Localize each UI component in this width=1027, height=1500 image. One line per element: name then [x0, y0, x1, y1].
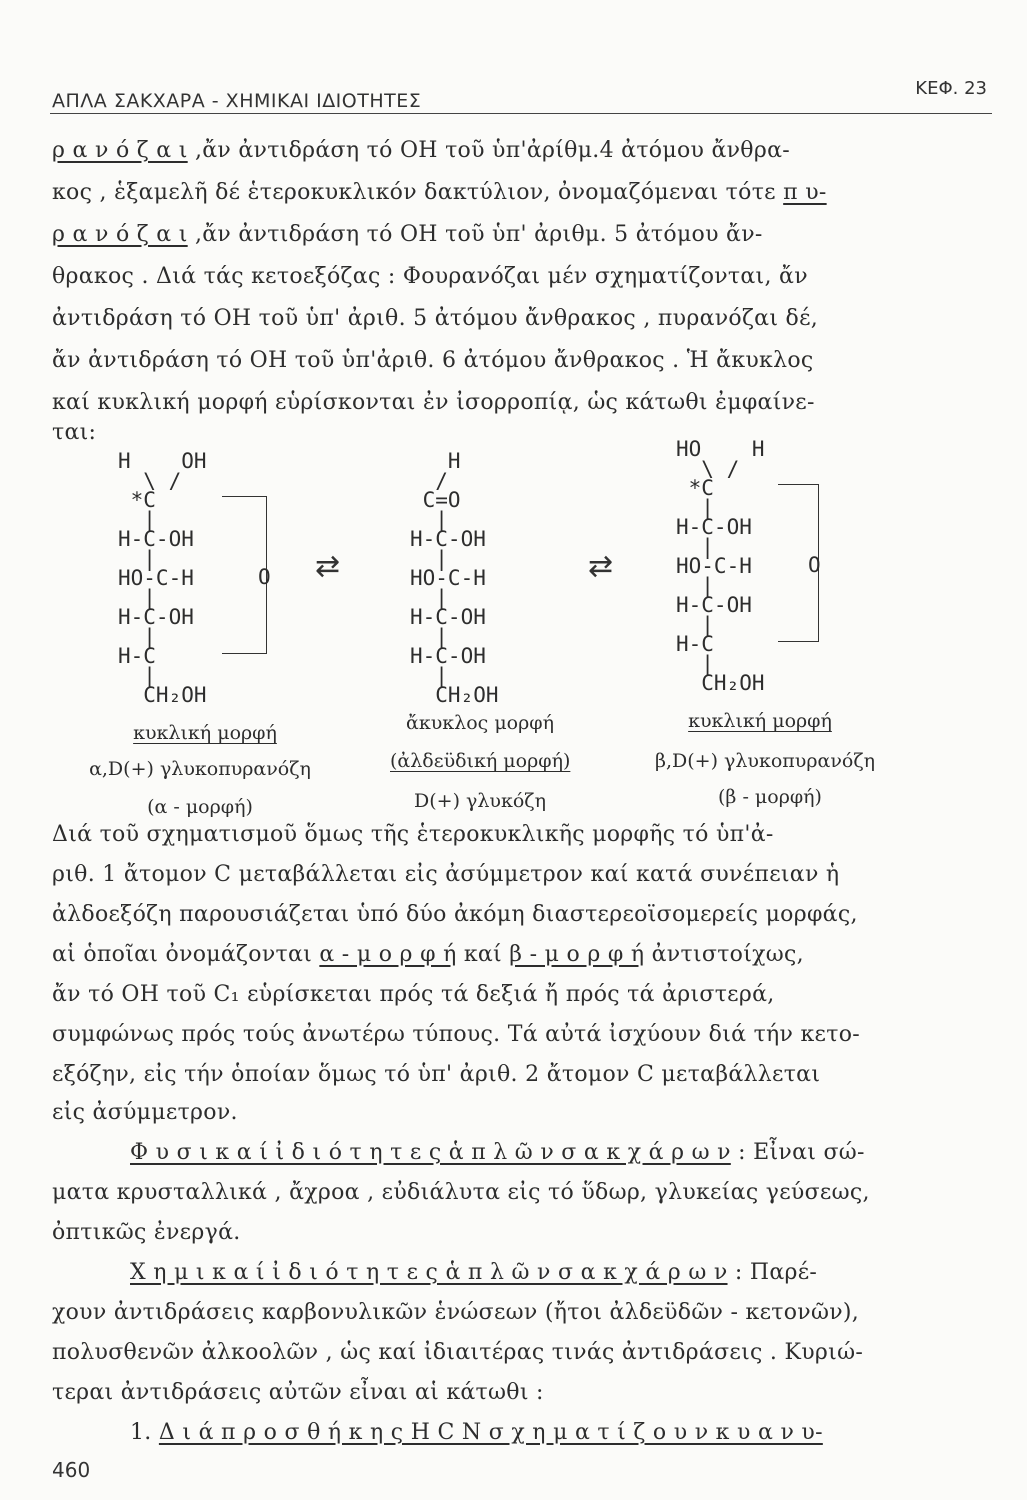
text-line — [52, 264, 1022, 289]
numbered-item — [130, 1420, 1020, 1445]
line-text: ται: — [52, 420, 97, 445]
formula-line: | — [410, 546, 448, 571]
equilibrium-arrow: ⇄ — [588, 549, 614, 584]
text-line: ἀλδοεξόζη παρουσιάζεται ὑπό δύο ἀκόμη διαστερεοϊσομερείς μορφάς, — [52, 902, 858, 927]
formula-line: CH₂OH — [410, 683, 499, 707]
text-line — [52, 420, 1022, 445]
text-line — [52, 390, 1022, 415]
ring-oxygen: O — [808, 553, 821, 577]
formula-line: H — [410, 449, 461, 473]
caption-cyclic-form: κυκλική μορφή — [133, 722, 277, 744]
header-rule — [50, 113, 992, 114]
formula-line: | — [676, 651, 714, 676]
formula-line: | — [676, 573, 714, 598]
formula-line: H-C-OH — [118, 605, 194, 629]
chapter-label: ΚΕΦ. 23 — [915, 78, 987, 99]
formula-line: *C — [118, 488, 156, 512]
line-text: καί κυκλική μορφή εὑρίσκονται ἐν ἰσορροπίᾳ, ὡς κάτωθι ἐμφαίνε- — [52, 390, 815, 415]
line-text: ἄν ἀντιδράση τό ΟΗ τοῦ ὑπ'ἀριθ. 6 ἀτόμου ἄνθρακος . Ἡ ἄκυκλος — [52, 348, 814, 373]
formula-line: *C — [676, 476, 714, 500]
text-line: πολυσθενῶν ἀλκοολῶν , ὡς καί ἰδιαιτέρας τινάς ἀντιδράσεις . Κυριώ- — [52, 1340, 864, 1365]
text-line: ματα κρυσταλλικά , ἄχροα , εὐδιάλυτα εἰς τό ὕδωρ, γλυκείας γεύσεως, — [52, 1180, 870, 1205]
section-heading-line — [130, 1260, 1020, 1285]
formula-line: | — [410, 624, 448, 649]
formula-line: | — [118, 585, 156, 610]
text-line: ριθ. 1 ἄτομον C μεταβάλλεται εἰς ἀσύμμετρον καί κατά συνέπειαν ἡ — [52, 862, 840, 887]
formula-line: | — [118, 546, 156, 571]
text-line: τεραι ἀντιδράσεις αὐτῶν εἶναι αἱ κάτωθι : — [52, 1380, 544, 1405]
formula-line: HO-C-H — [118, 566, 194, 590]
line-text: : Παρέ- — [727, 1260, 818, 1285]
text-line — [52, 138, 1022, 163]
formula-line: H-C — [118, 644, 156, 668]
text-line — [52, 180, 1022, 205]
formula-line: | — [410, 585, 448, 610]
formula-line: H-C — [676, 632, 714, 656]
caption-aldehyde-form: (ἀλδεϋδική μορφή) — [390, 750, 571, 772]
beta-glucopyranose-structure — [676, 437, 765, 695]
page-number: 460 — [52, 1458, 91, 1482]
item-number: 1. — [130, 1420, 152, 1445]
text-line — [52, 348, 1022, 373]
formula-line: | — [676, 612, 714, 637]
caption-beta-form: (β - μορφή) — [718, 786, 822, 808]
formula-line: | — [410, 507, 448, 532]
text-line: συμφώνως πρός τούς ἀνωτέρω τύπους. Τά αὐτά ἰσχύουν διά τήν κετο- — [52, 1022, 860, 1047]
alpha-form-term: α - μ ο ρ φ ή — [319, 942, 457, 967]
caption-acyclic-form: ἄκυκλος μορφή — [406, 712, 554, 734]
section-heading-chemical: Χ η μ ι κ α ί ἰ δ ι ό τ η τ ε ς ἁ π λ ῶ ν σ α κ χ ά ρ ω ν — [130, 1260, 728, 1285]
formula-line: H-C-OH — [410, 605, 486, 629]
formula-line: \ / — [676, 456, 740, 481]
line-text: : Εἶναι σώ- — [730, 1140, 865, 1165]
open-chain-glucose-structure — [410, 449, 499, 707]
line-text: θρακος . Διά τάς κετοεξόζας : Φουρανόζαι μέν σχηματίζονται, ἄν — [52, 264, 808, 289]
equilibrium-arrow: ⇄ — [315, 549, 341, 584]
text-line: Διά τοῦ σχηματισμοῦ ὅμως τῆς ἑτεροκυκλικῆς μορφῆς τό ὑπ'ἀ- — [52, 822, 774, 847]
underlined-term: ρ α ν ό ζ α ι — [52, 222, 188, 247]
text-line: εξόζην, εἰς τήν ὁποίαν ὅμως τό ὑπ' ἀριθ. 2 ἄτομον C μεταβάλλεται — [52, 1062, 821, 1087]
section-heading-line — [130, 1140, 1020, 1165]
running-header-title: ΑΠΛΑ ΣΑΚΧΑΡΑ - ΧΗΜΙΚΑΙ ΙΔΙΟΤΗΤΕΣ — [52, 90, 422, 112]
formula-line: C=O — [410, 488, 461, 512]
caption-alpha-form: (α - μορφή) — [147, 796, 253, 818]
alpha-glucopyranose-structure — [118, 449, 207, 707]
formula-line: | — [676, 495, 714, 520]
formula-line: \ / — [118, 468, 182, 493]
formula-line: H-C-OH — [118, 527, 194, 551]
caption-beta-name: β,D(+) γλυκοπυρανόζη — [654, 750, 875, 772]
formula-line: HO-C-H — [676, 554, 752, 578]
formula-line: / — [410, 468, 448, 493]
caption-cyclic-form: κυκλική μορφή — [688, 710, 832, 732]
beta-form-term: β - μ ο ρ φ ή — [509, 942, 645, 967]
formula-line: H OH — [118, 449, 207, 473]
line-text: ἀντιδράση τό ΟΗ τοῦ ὑπ' ἀριθ. 5 ἀτόμου ἄνθρακος , πυρανόζαι δέ, — [52, 306, 819, 331]
formula-line: | — [118, 624, 156, 649]
text-line — [52, 222, 1022, 247]
line-text: κος , ἑξαμελῆ δέ ἑτεροκυκλικόν δακτύλιον, ὀνομαζόμεναι τότε — [52, 180, 776, 205]
formula-line: CH₂OH — [118, 683, 207, 707]
text-line — [52, 942, 1022, 967]
formula-line: H-C-OH — [676, 515, 752, 539]
formula-line: H-C-OH — [410, 527, 486, 551]
text-line: χουν ἀντιδράσεις καρβονυλικῶν ἑνώσεων (ἤτοι ἀλδεϋδῶν - κετονῶν), — [52, 1300, 860, 1325]
section-heading-physical: Φ υ σ ι κ α ί ἰ δ ι ό τ η τ ε ς ἁ π λ ῶ ν σ α κ χ ά ρ ω ν — [130, 1140, 731, 1165]
formula-line: | — [676, 534, 714, 559]
formula-line: HO H — [676, 437, 765, 461]
formula-line: | — [118, 663, 156, 688]
text-line — [52, 306, 1022, 331]
text-line: ὀπτικῶς ἐνεργά. — [52, 1220, 241, 1245]
formula-line: | — [410, 663, 448, 688]
formula-line: HO-C-H — [410, 566, 486, 590]
caption-d-glucose: D(+) γλυκόζη — [414, 790, 546, 812]
formula-line: H-C-OH — [676, 593, 752, 617]
line-text: καί — [456, 942, 510, 967]
formula-line: | — [118, 507, 156, 532]
formula-line: CH₂OH — [676, 671, 765, 695]
text-line: εἰς ἀσύμμετρον. — [52, 1100, 238, 1125]
text-line: ἄν τό ΟΗ τοῦ C₁ εὑρίσκεται πρός τά δεξιά ἤ πρός τά ἀριστερά, — [52, 982, 775, 1007]
line-text: ,ἄν ἀντιδράση τό ΟΗ τοῦ ὑπ'ἀρίθμ.4 ἀτόμου ἄνθρα- — [187, 138, 790, 163]
caption-alpha-name: α,D(+) γλυκοπυρανόζη — [89, 758, 311, 780]
underlined-term: ρ α ν ό ζ α ι — [52, 138, 188, 163]
item-text: Δ ι ά π ρ ο σ θ ή κ η ς H C N σ χ η μ α τ ί ζ ο υ ν κ υ α ν υ- — [158, 1420, 823, 1445]
underlined-term: π υ- — [783, 180, 827, 205]
formula-line: H-C-OH — [410, 644, 486, 668]
ring-oxygen: O — [258, 565, 271, 589]
line-text: αἱ ὁποῖαι ὀνομάζονται — [52, 942, 320, 967]
line-text: ἀντιστοίχως, — [644, 942, 804, 967]
line-text: ,ἄν ἀντιδράση τό ΟΗ τοῦ ὑπ' ἀριθμ. 5 ἀτόμου ἄν- — [187, 222, 763, 247]
